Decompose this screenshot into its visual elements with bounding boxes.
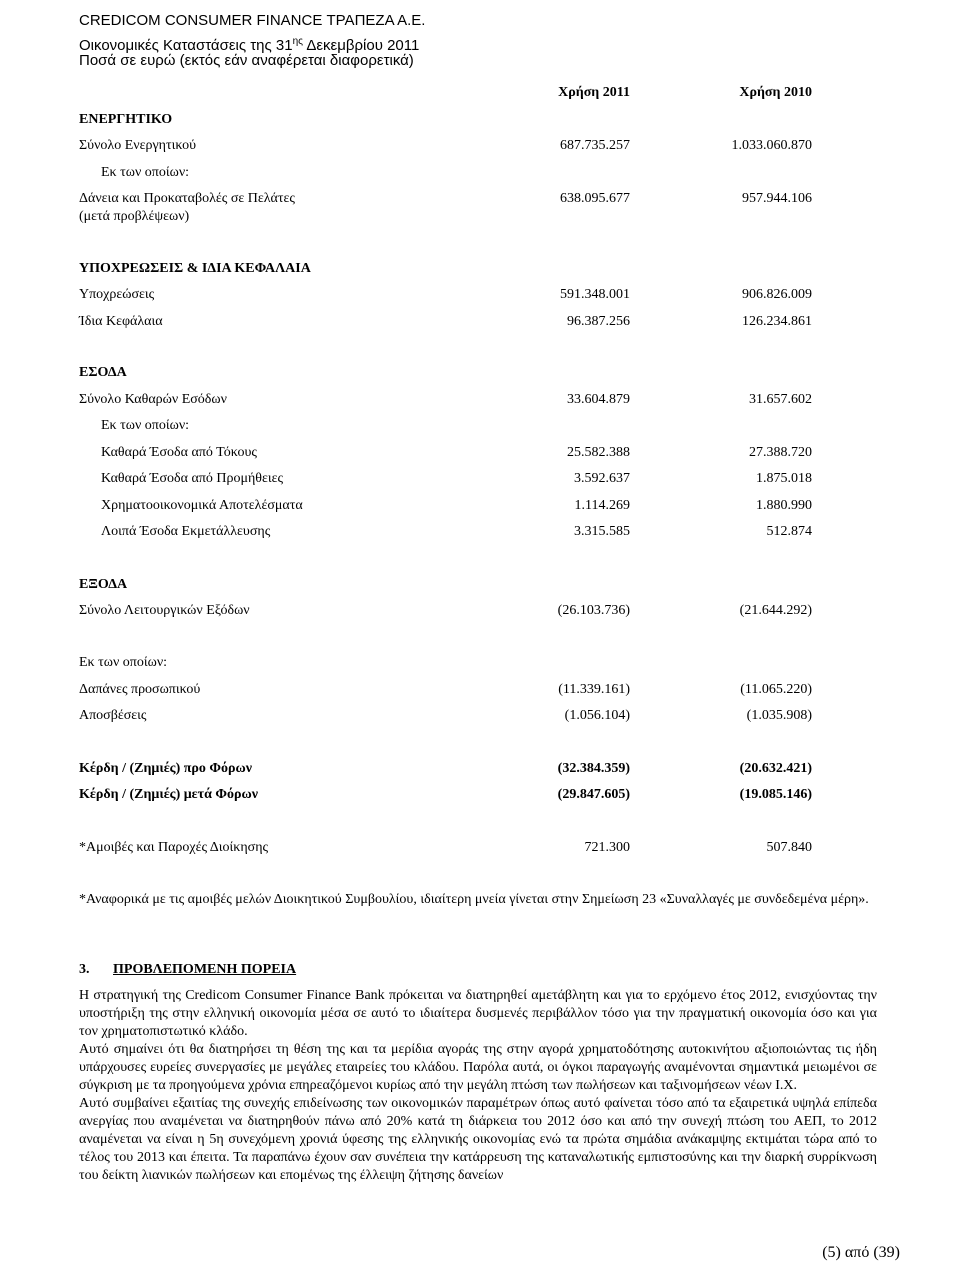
remuneration-label: *Αμοιβές και Παροχές Διοίκησης	[79, 840, 269, 855]
depreciation-label: Αποσβέσεις	[79, 708, 147, 723]
staff-costs-label: Δαπάνες προσωπικού	[79, 682, 201, 697]
liabilities-heading: ΥΠΟΧΡΕΩΣΕΙΣ & ΙΔΙΑ ΚΕΦΑΛΑΙΑ	[79, 261, 311, 276]
total-expenses-2011: (26.103.736)	[557, 603, 630, 618]
equity-label: Ίδια Κεφάλαια	[79, 314, 163, 329]
total-income-label: Σύνολο Καθαρών Εσόδων	[79, 392, 227, 407]
staff-costs-2010: (11.065.220)	[740, 682, 812, 697]
section-paragraph-2: Αυτό σημαίνει ότι θα διατηρήσει τη θέση της και τα μερίδια αγοράς της στην αγορά χρηματοδότησης αυτοκινήτου αξιοποιώντας τις ήδη υπάρχουσες ευρείες συνεργασίες με μεγάλες εταιρείες του κλάδου. Παρόλα αυτά, οι όγκοι παραγωγής αναμένονται σημαντικά μειωμένοι σε σύγκριση με τα προηγούμενα χρόνια επηρεαζόμενοι κυρίως από την μεγάλη πτώση των πωλήσεων και ταξινομήσεων νέων Ι.Χ.	[79, 1042, 877, 1093]
total-income-2011: 33.604.879	[567, 392, 630, 407]
aftertax-result-label: Κέρδη / (Ζημιές) μετά Φόρων	[79, 787, 259, 802]
depreciation-2011: (1.056.104)	[564, 708, 630, 723]
aftertax-result-2011: (29.847.605)	[557, 787, 630, 802]
other-income-label: Λοιπά Έσοδα Εκμετάλλευσης	[101, 524, 271, 539]
other-income-2010: 512.874	[766, 524, 812, 539]
interest-income-2010: 27.388.720	[749, 445, 812, 460]
section-paragraph-1: Η στρατηγική της Credicom Consumer Finance Bank πρόκειται να διατηρηθεί αμετάβλητη και για το ερχόμενο έτος 2012, ενισχύοντας την υποστήριξη της στην ελληνική οικονομία μέσα σε αυτό το ιδιαίτερα δυσμενές περιβάλλον τόσο για την πραγματική οικονομία όσο και για τον χρηματοπιστωτικό κλάδο.	[79, 988, 877, 1039]
statements-title-suffix: Δεκεμβρίου 2011	[303, 37, 420, 54]
loans-2011: 638.095.677	[560, 191, 630, 206]
fee-income-2011: 3.592.637	[574, 471, 630, 486]
total-assets-2010: 1.033.060.870	[731, 138, 812, 153]
section-number: 3.	[79, 962, 90, 977]
pretax-result-2011: (32.384.359)	[557, 761, 630, 776]
remuneration-2011: 721.300	[584, 840, 630, 855]
total-assets-label: Σύνολο Ενεργητικού	[79, 138, 197, 153]
financial-results-2010: 1.880.990	[756, 498, 812, 513]
section-body	[79, 987, 877, 1185]
company-name: CREDICOM CONSUMER FINANCE ΤΡΑΠΕΖΑ Α.Ε.	[79, 12, 426, 29]
interest-income-label: Καθαρά Έσοδα από Τόκους	[101, 445, 257, 460]
page-number: (5) από (39)	[822, 1244, 900, 1261]
statements-title-prefix: Οικονομικές Καταστάσεις της 31	[79, 37, 293, 54]
income-heading: ΕΣΟΔΑ	[79, 365, 127, 380]
total-expenses-2010: (21.644.292)	[739, 603, 812, 618]
other-income-2011: 3.315.585	[574, 524, 630, 539]
remuneration-footnote: *Αναφορικά με τις αμοιβές μελών Διοικητικού Συμβουλίου, ιδιαίτερη μνεία γίνεται στην Σημείωση 23 «Συναλλαγές με συνδεδεμένα μέρη».	[79, 892, 869, 907]
section-title: ΠΡΟΒΛΕΠΟΜΕΝΗ ΠΟΡΕΙΑ	[113, 962, 297, 977]
pretax-result-label: Κέρδη / (Ζημιές) προ Φόρων	[79, 761, 252, 776]
pretax-result-2010: (20.632.421)	[739, 761, 812, 776]
column-header-2010: Χρήση 2010	[739, 85, 812, 100]
equity-2010: 126.234.861	[742, 314, 812, 329]
statements-title-sup: ης	[292, 36, 303, 47]
total-expenses-label: Σύνολο Λειτουργικών Εξόδων	[79, 603, 250, 618]
assets-heading: ΕΝΕΡΓΗΤΙΚΟ	[79, 112, 173, 127]
assets-of-which: Εκ των οποίων:	[101, 165, 190, 180]
equity-2011: 96.387.256	[567, 314, 630, 329]
loans-label-line1: Δάνεια και Προκαταβολές σε Πελάτες	[79, 191, 295, 206]
amounts-note: Ποσά σε ευρώ (εκτός εάν αναφέρεται διαφορετικά)	[79, 52, 414, 69]
financial-results-2011: 1.114.269	[574, 498, 630, 513]
fee-income-label: Καθαρά Έσοδα από Προμήθειες	[101, 471, 284, 486]
liabilities-2010: 906.826.009	[742, 287, 812, 302]
depreciation-2010: (1.035.908)	[746, 708, 812, 723]
liabilities-2011: 591.348.001	[560, 287, 630, 302]
fee-income-2010: 1.875.018	[756, 471, 812, 486]
loans-2010: 957.944.106	[742, 191, 812, 206]
income-of-which: Εκ των οποίων:	[101, 418, 190, 433]
section-paragraph-3: Αυτό συμβαίνει εξαιτίας της συνεχής επιδείνωσης των οικονομικών παραμέτρων όπως αυτό φαίνεται τόσο από τα εξαιρετικά υψηλά επίπεδα ανεργίας που αναμένεται να διατηρηθούν πάνω από 20% κατά τη διάρκεια του 2012 όσο και από την συνεχή πτώση του ΑΕΠ, το 2012 αναμένεται να είναι η 5η συνεχόμενη χρονιά ύφεσης της ελληνικής οικονομίας ενώ τα πρώτα σημάδια ανάκαμψης εκτιμάται τώρα από το τέλος του 2013 και έπειτα. Τα παραπάνω έχουν σαν συνέπεια την κατάρρευση της καταναλωτικής εμπιστοσύνης και την διαρκή συρρίκνωση του δείκτη λιανικών πωλήσεων και επομένως της έλλειψη ζήτησης δανείων	[79, 1096, 877, 1183]
remuneration-2010: 507.840	[766, 840, 812, 855]
interest-income-2011: 25.582.388	[567, 445, 630, 460]
column-header-2011: Χρήση 2011	[558, 85, 630, 100]
aftertax-result-2010: (19.085.146)	[739, 787, 812, 802]
loans-label-line2: (μετά προβλέψεων)	[79, 209, 190, 224]
total-income-2010: 31.657.602	[749, 392, 812, 407]
staff-costs-2011: (11.339.161)	[558, 682, 630, 697]
expenses-of-which: Εκ των οποίων:	[79, 655, 168, 670]
total-assets-2011: 687.735.257	[560, 138, 630, 153]
expenses-heading: ΕΞΟΔΑ	[79, 577, 128, 592]
financial-results-label: Χρηματοοικονομικά Αποτελέσματα	[101, 498, 303, 513]
liabilities-label: Υποχρεώσεις	[79, 287, 155, 302]
